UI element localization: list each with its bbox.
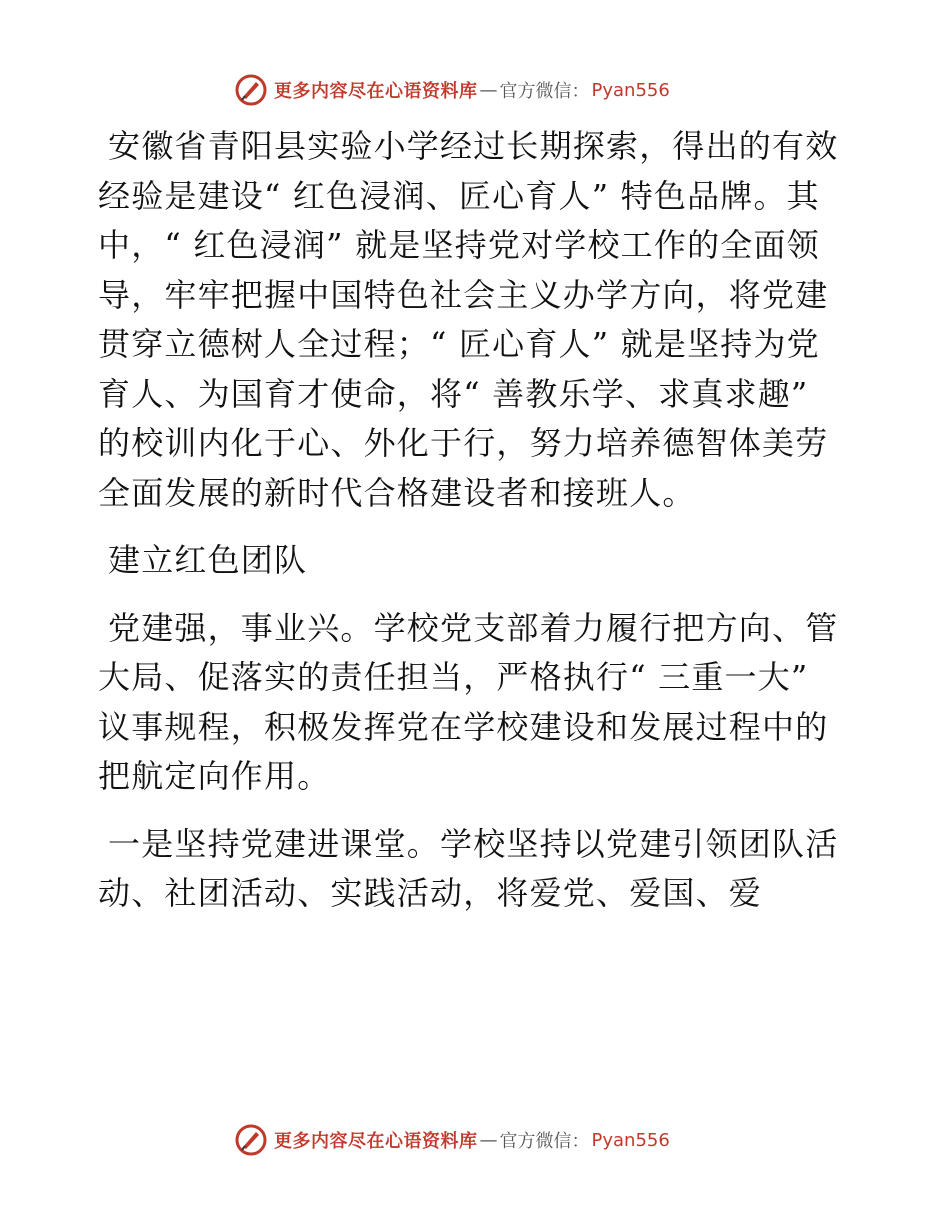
paragraph-classroom: 一是坚持党建进课堂。学校坚持以党建引领团队活动、社团活动、实践活动，将爱党、爱国、爱: [98, 824, 839, 912]
banner-wechat-label: 官方微信：: [499, 1131, 590, 1152]
document-body: [98, 122, 850, 937]
banner-site-text: 更多内容尽在心语资料库: [274, 81, 478, 102]
banner-wechat-id: Pyan556: [591, 79, 670, 101]
quill-seal-icon: [234, 73, 268, 107]
banner-wechat-label: 官方微信：: [499, 81, 590, 102]
footer-banner: [234, 1120, 670, 1160]
banner-wechat-id: Pyan556: [591, 1129, 670, 1151]
header-banner: [234, 70, 670, 110]
banner-dash: —: [479, 79, 498, 101]
paragraph-party-building: 党建强，事业兴。学校党支部着力履行把方向、管大局、促落实的责任担当，严格执行“ 三重一大” 议事规程，积极发挥党在学校建设和发展过程中的把航定向作用。: [98, 608, 839, 795]
banner-dash: —: [479, 1129, 498, 1151]
quill-seal-icon: [234, 1123, 268, 1157]
banner-site-text: 更多内容尽在心语资料库: [274, 1131, 478, 1152]
section-heading: 建立红色团队: [108, 541, 308, 579]
paragraph-intro: 安徽省青阳县实验小学经过长期探索，得出的有效经验是建设“ 红色浸润、匠心育人” 特色品牌。其中，“ 红色浸润” 就是坚持党对学校工作的全面领导，牢牢把握中国特色社会主义办学方向，将党建贯穿立德树人全过程；“ 匠心育人” 就是坚持为党育人、为国育才使命，将“ 善教乐学、求真求趣” 的校训内化于心、外化于行，努力培养德智体美劳全面发展的新时代合格建设者和接班人。: [98, 127, 839, 512]
